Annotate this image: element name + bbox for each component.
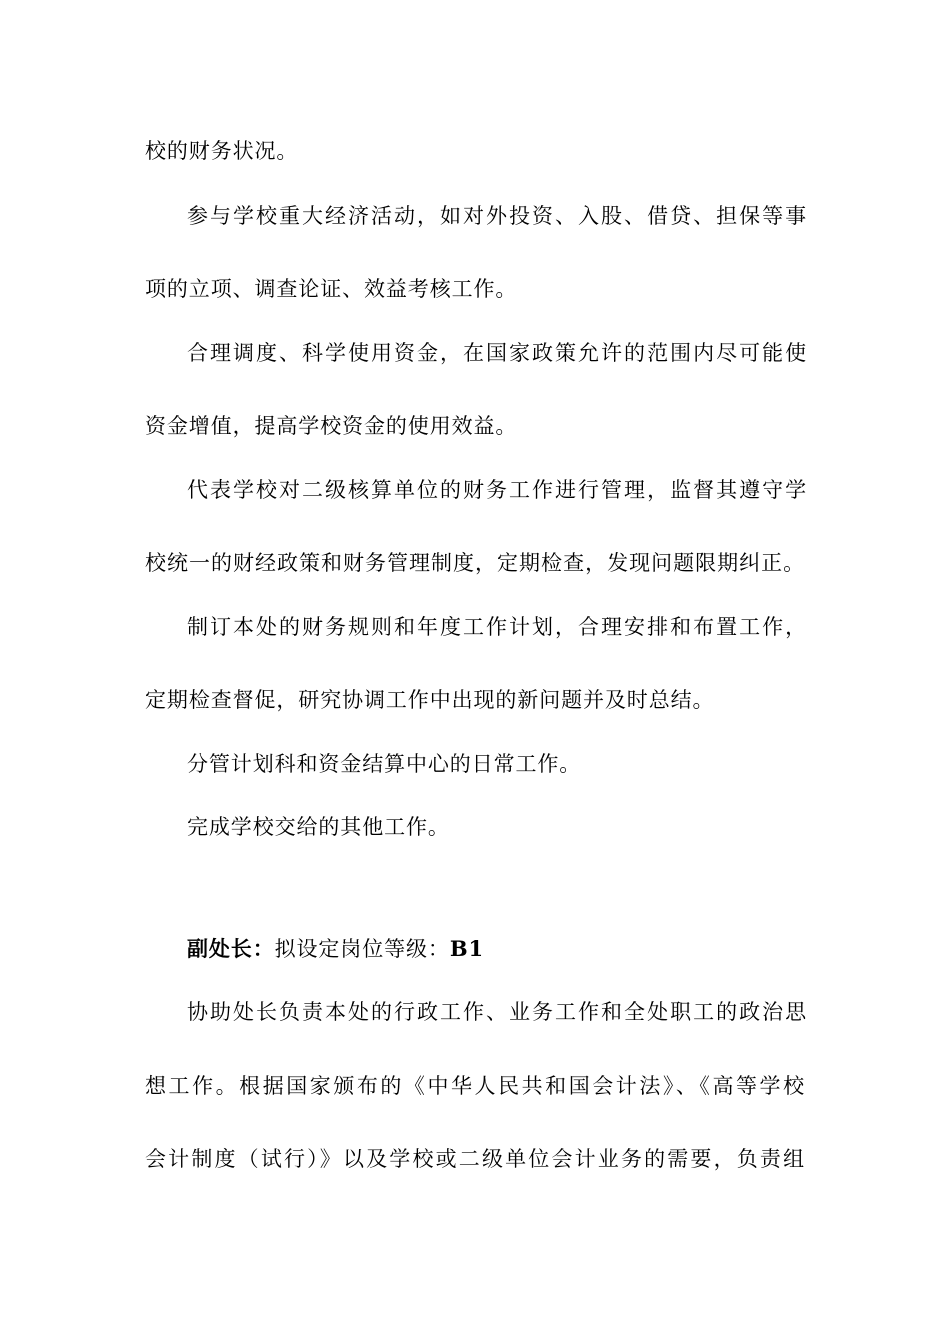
grade-label: 拟设定岗位等级：	[274, 937, 450, 961]
section-heading	[187, 936, 852, 962]
paragraph-line: 定期检查督促，研究协调工作中出现的新问题并及时总结。	[145, 688, 715, 712]
paragraph-line: 校的财务状况。	[145, 139, 299, 163]
paragraph-line: 想工作。根据国家颁布的《中华人民共和国会计法》、《高等学校	[145, 1074, 805, 1098]
paragraph-line: 完成学校交给的其他工作。	[187, 815, 450, 839]
paragraph-line: 资金增值，提高学校资金的使用效益。	[145, 414, 518, 438]
grade-value: B1	[449, 936, 484, 961]
paragraph-line: 项的立项、调查论证、效益考核工作。	[145, 277, 518, 301]
paragraph-line: 协助处长负责本处的行政工作、业务工作和全处职工的政治思	[187, 1000, 807, 1024]
paragraph-line: 会计制度（试行）》以及学校或二级单位会计业务的需要，负责组	[145, 1147, 805, 1171]
paragraph-line: 合理调度、科学使用资金，在国家政策允许的范围内尽可能使	[187, 341, 807, 365]
section-title: 副处长：	[187, 936, 275, 961]
paragraph-line: 代表学校对二级核算单位的财务工作进行管理，监督其遵守学	[187, 478, 807, 502]
paragraph-line: 校统一的财经政策和财务管理制度，定期检查，发现问题限期纠正。	[145, 551, 805, 575]
paragraph-line: 分管计划科和资金结算中心的日常工作。	[187, 752, 582, 776]
paragraph-line: 制订本处的财务规则和年度工作计划，合理安排和布置工作，	[187, 615, 807, 639]
paragraph-line: 参与学校重大经济活动，如对外投资、入股、借贷、担保等事	[187, 204, 807, 228]
